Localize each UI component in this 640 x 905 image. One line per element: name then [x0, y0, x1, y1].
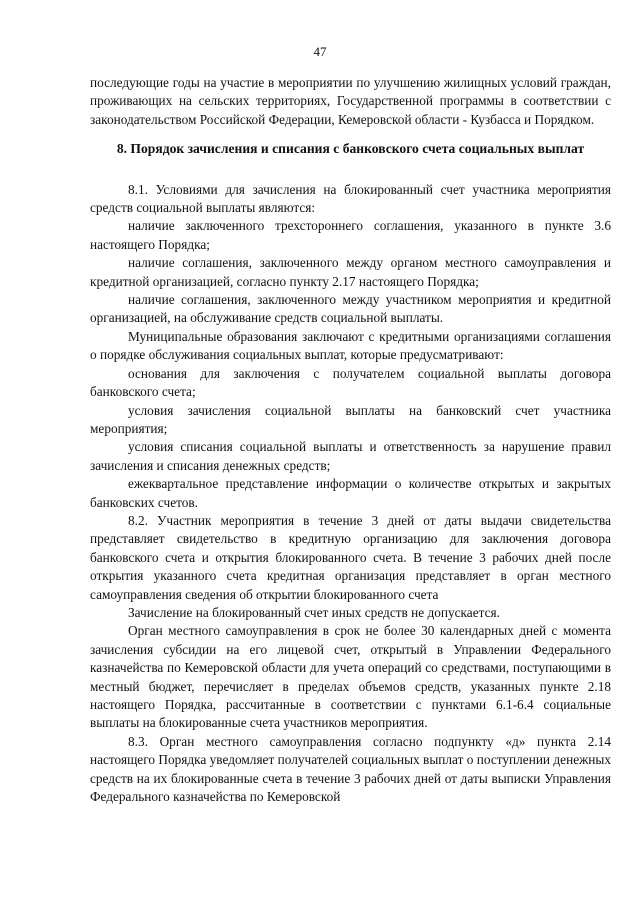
- paragraph-8-2: 8.2. Участник мероприятия в течение 3 дней от даты выдачи свидетельства представляет свидетельство в кредитную организацию для заключения договора банковского счета и открытия блокированного счета. В течение 3 рабочих дней после открытия указанного счета кредитная организация представляет в орган местного самоуправления сведения об открытии блокированного счета: [90, 512, 611, 602]
- spacer: [90, 171, 611, 181]
- paragraph-condition-3: наличие соглашения, заключенного между участником мероприятия и кредитной организацией, на обслуживание средств социальной выплаты.: [90, 292, 611, 326]
- paragraph-8-1: 8.1. Условиями для зачисления на блокированный счет участника мероприятия средств социальной выплаты являются:: [90, 181, 611, 216]
- paragraph-term-3: условия списания социальной выплаты и ответственность за нарушение правил зачисления и списания денежных средств;: [90, 439, 611, 473]
- paragraph-condition-2: наличие соглашения, заключенного между органом местного самоуправления и кредитной организацией, согласно пункту 2.17 настоящего Порядка;: [90, 255, 611, 289]
- paragraph-no-other-funds: Зачисление на блокированный счет иных средств не допускается.: [128, 604, 500, 620]
- intro-paragraph: последующие годы на участие в мероприятии по улучшению жилищных условий граждан, проживающих на сельских территориях, Государственной программы в соответствии с законодательством Российской Федерации, Кемеровской области - Кузбасса и Порядком.: [90, 75, 611, 127]
- paragraph-term-4: ежеквартальное представление информации о количестве открытых и закрытых банковских счетов.: [90, 476, 611, 510]
- paragraph-transfer: Орган местного самоуправления в срок не более 30 календарных дней с момента зачисления субсидии на его лицевой счет, открытый в Управлении Федерального казначейства по Кемеровской области для учета операций со средствами, поступающими в местный бюджет, перечисляет в пределах объемов средств, указанных пункте 2.18 настоящего Порядка, рассчитанные в соответствии с пунктами 6.1-6.4 социальные выплаты на блокированные счета участников мероприятия.: [90, 623, 611, 731]
- document-body: [90, 74, 611, 806]
- paragraph-condition-1: наличие заключенного трехстороннего соглашения, указанного в пункте 3.6 настоящего Порядка;: [90, 218, 611, 252]
- paragraph-municipal-agreements: Муниципальные образования заключают с кредитными организациями соглашения о порядке обслуживания социальных выплат, которые предусматривают:: [90, 328, 611, 363]
- page-number: 47: [313, 44, 327, 59]
- paragraph-term-2: условия зачисления социальной выплаты на банковский счет участника мероприятия;: [90, 402, 611, 436]
- paragraph-term-1: основания для заключения с получателем социальной выплаты договора банковского счета;: [90, 365, 611, 400]
- section-title: 8. Порядок зачисления и списания с банковского счета социальных выплат: [116, 141, 585, 157]
- paragraph-8-3: 8.3. Орган местного самоуправления согласно подпункту «д» пункта 2.14 настоящего Порядка уведомляет получателей социальных выплат о поступлении денежных средств на их блокированные счета в течение 3 рабочих дней от даты выписки Управления Федерального казначейства по Кемеровской: [90, 733, 611, 805]
